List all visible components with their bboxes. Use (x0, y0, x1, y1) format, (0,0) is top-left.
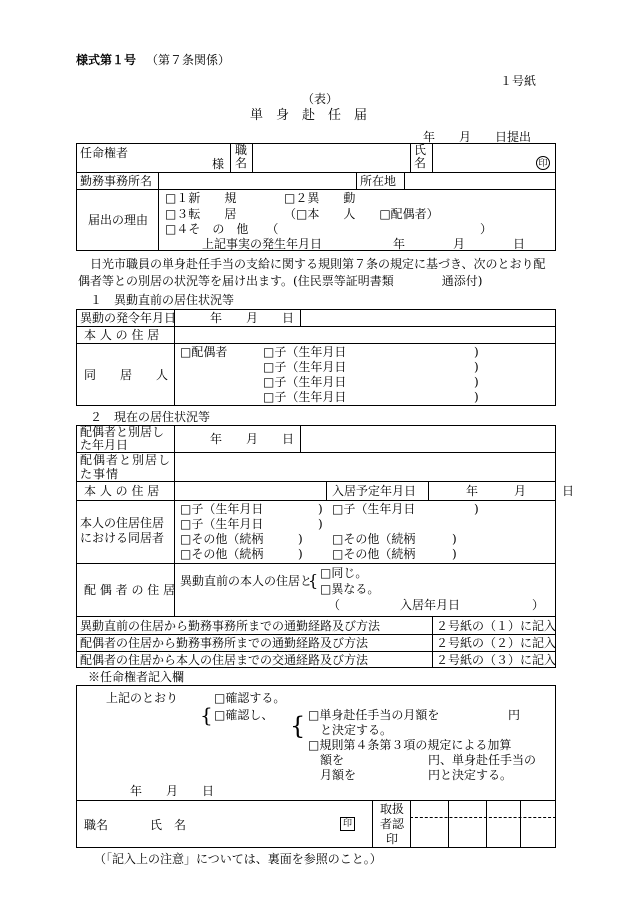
s1-spouse[interactable]: □配偶者 (180, 345, 228, 359)
intro-line-1: 日光市職員の単身赴任手当の支給に関する規則第７条の規定に基づき、次のとおり配 (90, 257, 546, 271)
s2-close-3: ) (318, 517, 323, 531)
confirm-option[interactable]: □確認する。 (214, 691, 286, 705)
s2-close-7: ) (452, 547, 457, 561)
s2-child-3[interactable]: □子（生年月日 (180, 517, 264, 531)
s2-move-in-label: 入居予定年月日 (332, 484, 417, 498)
name-label: 氏名 (414, 143, 427, 170)
monthly-option[interactable]: □単身赴任手当の月額を (308, 708, 440, 722)
route-3-ref: ２号紙の（３）に記入 (436, 653, 557, 667)
yen-1: 円 (508, 708, 521, 722)
footer-note: （「記入上の注意」については、裏面を参照のこと。） (94, 852, 382, 866)
s1-self-address: 本 人 の 住 居 (84, 328, 160, 342)
s2-close-2: ) (474, 502, 479, 516)
decided-1: と決定する。 (320, 723, 393, 737)
reason-other-close: ） (480, 222, 493, 236)
section2-heading: ２ 現在の居住状況等 (90, 410, 211, 424)
reason-new[interactable]: □１新 規 (165, 191, 237, 205)
appointer-date: 年 月 日 (130, 784, 215, 798)
s1-child-3[interactable]: □子（生年月日 (263, 375, 347, 389)
submit-date: 年 月 日提出 (423, 130, 532, 144)
sheet-number: １号紙 (500, 74, 537, 88)
occur-label: 上記事実の発生年月日 (202, 237, 323, 251)
route-3-label: 配偶者の住居から本人の住居までの交通経路及び方法 (80, 653, 369, 667)
s1-close-3: ) (474, 375, 479, 389)
s2-other-4[interactable]: □その他（続柄 (332, 547, 416, 561)
s2-separate-date-label: 配偶者と別居した年月日 (80, 425, 165, 452)
reason-transfer[interactable]: □２異 動 (284, 191, 356, 205)
s1-close-2: ) (474, 360, 479, 374)
s2-moved-date: （ 入居年月日 ） (328, 598, 545, 612)
s1-date-label: 異動の発令年月日 (80, 311, 177, 325)
appointer-label: 任命権者 (80, 146, 129, 160)
sama-label: 様 (212, 157, 225, 171)
s2-different[interactable]: □異なる。 (320, 582, 380, 596)
confirm-and-option[interactable]: □確認し、 (214, 708, 274, 722)
occur-date: 年 月 日 (393, 237, 526, 251)
s2-reason-label: 配偶者と別居した事情 (80, 453, 172, 481)
s2-close-4: ) (298, 532, 303, 546)
form-relation: （第７条関係） (146, 53, 231, 67)
s2-prev-self: 異動直前の本人の住居と (180, 574, 313, 588)
rule-option[interactable]: □規則第４条第３項の規定による加算 (308, 738, 512, 752)
s2-close-5: ) (452, 532, 457, 546)
section1-heading: １ 異動直前の居住状況等 (90, 293, 235, 307)
s2-other-3[interactable]: □その他（続柄 (180, 547, 264, 561)
s1-child-4[interactable]: □子（生年月日 (263, 390, 347, 404)
s2-other-2[interactable]: □その他（続柄 (332, 532, 416, 546)
page-title: 単 身 赴 任 届 (250, 108, 368, 123)
s1-close-4: ) (474, 390, 479, 404)
monthly-amt: 月額を (320, 768, 357, 782)
form-number: 様式第１号 (76, 53, 137, 67)
handler-1: 取扱 (380, 802, 405, 816)
brace-icon: { (308, 571, 319, 590)
handler-2: 者認 (380, 817, 405, 831)
s2-spouse-address: 配 偶 者 の 住 居 (84, 583, 176, 597)
reason-self-spouse[interactable]: （□本 人 □配偶者） (284, 207, 439, 221)
s1-date-value: 年 月 日 (210, 311, 295, 325)
brace-icon: { (290, 712, 306, 740)
as-above: 上記のとおり (106, 691, 179, 705)
yen-decided: 円と決定する。 (428, 768, 513, 782)
s2-same[interactable]: □同じ。 (320, 566, 368, 580)
s2-other-1[interactable]: □その他（続柄 (180, 532, 264, 546)
route-2-ref: ２号紙の（２）に記入 (436, 636, 557, 650)
reason-move[interactable]: □３転 居 (165, 207, 237, 221)
s2-self-address: 本 人 の 住 居 (84, 484, 160, 498)
s2-child-1[interactable]: □子（生年月日 (180, 502, 264, 516)
s2-close-1: ) (318, 502, 323, 516)
s2-separate-date-value: 年 月 日 (210, 432, 295, 446)
post-label: 職名 (235, 143, 248, 170)
seal-mark: 印 (536, 156, 550, 170)
appointer-name: 氏 名 (150, 818, 187, 832)
reason-label: 届出の理由 (88, 213, 149, 227)
appointer-heading: ※任命権者記入欄 (88, 670, 185, 684)
route-2-label: 配偶者の住居から勤務事務所までの通勤経路及び方法 (80, 636, 369, 650)
appointer-post: 職名 (84, 818, 109, 832)
yen-and: 円、単身赴任手当の (428, 753, 537, 767)
s1-child-1[interactable]: □子（生年月日 (263, 345, 347, 359)
brace-icon: { (200, 703, 213, 727)
s1-close-1: ) (474, 345, 479, 359)
s1-cohabitant: 同 居 人 (84, 368, 169, 382)
handler-3: 印 (386, 832, 399, 846)
front-label: （表） (302, 92, 339, 106)
intro-line-2: 偶者等との別居の状況等を届け出ます。(住民票等証明書類 通添付) (78, 274, 483, 288)
office-label: 勤務事務所名 (80, 174, 153, 188)
route-1-ref: ２号紙の（１）に記入 (436, 619, 557, 633)
amount-label: 額を (320, 753, 345, 767)
s2-child-2[interactable]: □子（生年月日 (332, 502, 416, 516)
route-1-label: 異動直前の住居から勤務事務所までの通勤経路及び方法 (80, 619, 381, 633)
s2-move-in-date: 年 月 日 (466, 484, 575, 498)
s2-close-6: ) (298, 547, 303, 561)
appointer-seal: 印 (340, 817, 355, 831)
address-label: 所在地 (360, 174, 397, 188)
s2-cohab-label: 本人の住居住居における同居者 (80, 516, 165, 545)
s1-child-2[interactable]: □子（生年月日 (263, 360, 347, 374)
reason-other[interactable]: □４そ の 他 （ (165, 222, 279, 236)
